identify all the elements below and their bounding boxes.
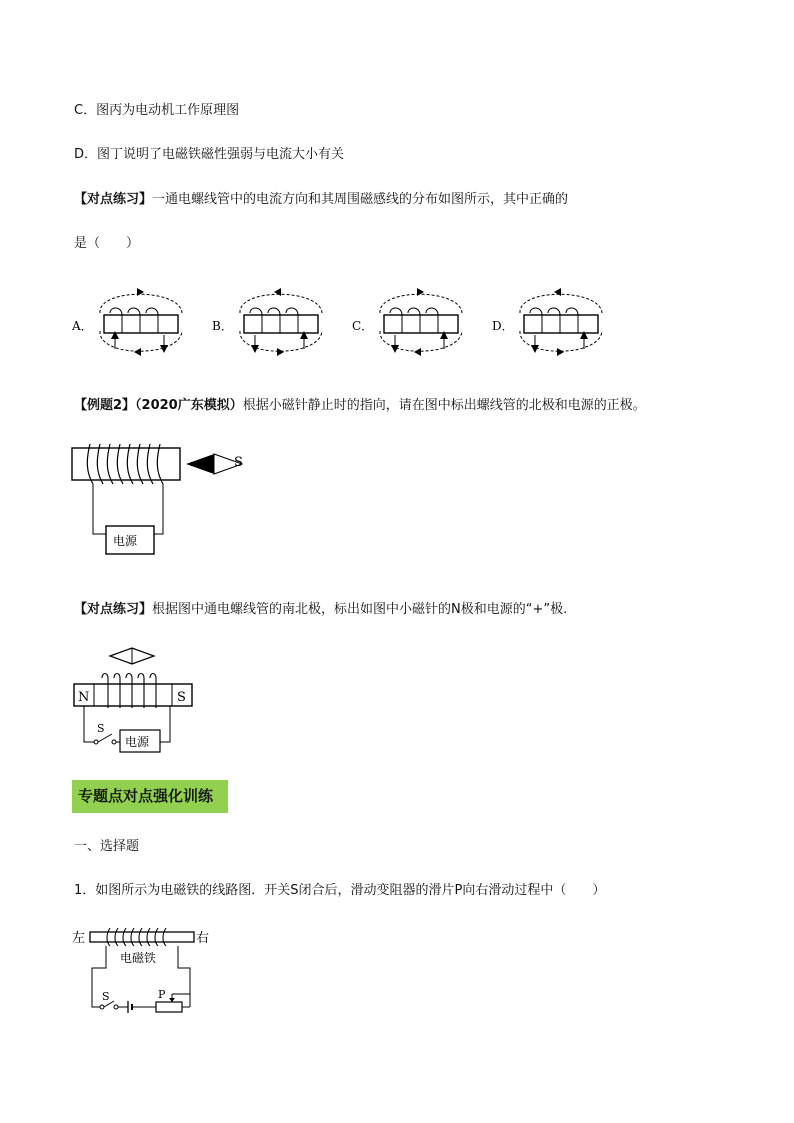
example-tag: 【例题2】	[74, 398, 136, 413]
power-source-label: 电源	[113, 534, 138, 548]
electromagnet-label: 电磁铁	[120, 951, 157, 965]
question-1-text: 1．如图所示为电磁铁的线路图．开关S闭合后，滑动变阻器的滑片P向右滑动过程中（ ）	[74, 883, 606, 898]
practice1-text: 一通电螺线管中的电流方向和其周围磁感线的分布如图所示，其中正确的	[152, 192, 569, 207]
choice-c-label: C．	[352, 319, 374, 333]
example-source: （2020广东模拟）	[135, 398, 243, 413]
power-source-label: 电源	[125, 735, 150, 749]
choice-b-figure	[210, 283, 335, 363]
practice1-continuation: 是（ ）	[74, 236, 140, 251]
section-banner: 专题点对点强化训练	[72, 780, 228, 813]
switch-s-label: S	[97, 722, 105, 735]
practice-tag: 【对点练习】	[74, 602, 153, 617]
needle-s-label: S	[234, 455, 243, 470]
practice1-question	[74, 191, 568, 209]
practice2-text: 根据图中通电螺线管的南北极，标出如图中小磁针的N极和电源的“+”极.	[152, 602, 568, 617]
choice-c-figure	[350, 283, 475, 363]
example2-text: 根据小磁针静止时的指向，请在图中标出螺线管的北极和电源的正极。	[242, 398, 646, 413]
example2-circuit-figure	[66, 440, 256, 565]
practice-tag: 【对点练习】	[74, 192, 153, 207]
section-heading: 一、选择题	[74, 839, 140, 854]
choice-a-figure	[70, 283, 195, 363]
choice-a-label: A．	[72, 319, 93, 333]
option-c: C．图丙为电动机工作原理图	[74, 103, 240, 118]
practice2-circuit-figure	[70, 646, 200, 756]
left-pole-label: N	[78, 690, 90, 705]
choice-d-label: D．	[492, 319, 514, 333]
choice-d-figure	[490, 283, 615, 363]
right-label: 右	[196, 931, 210, 946]
q1-circuit-figure	[70, 922, 220, 1022]
choice-b-label: B．	[212, 319, 233, 333]
right-pole-label: S	[177, 690, 186, 705]
left-label: 左	[72, 931, 86, 946]
practice2-question	[74, 601, 567, 619]
option-d: D．图丁说明了电磁铁磁性强弱与电流大小有关	[74, 147, 345, 162]
example2-question	[74, 397, 646, 415]
slider-p-label: P	[158, 988, 166, 1001]
switch-s-label: S	[102, 990, 110, 1003]
